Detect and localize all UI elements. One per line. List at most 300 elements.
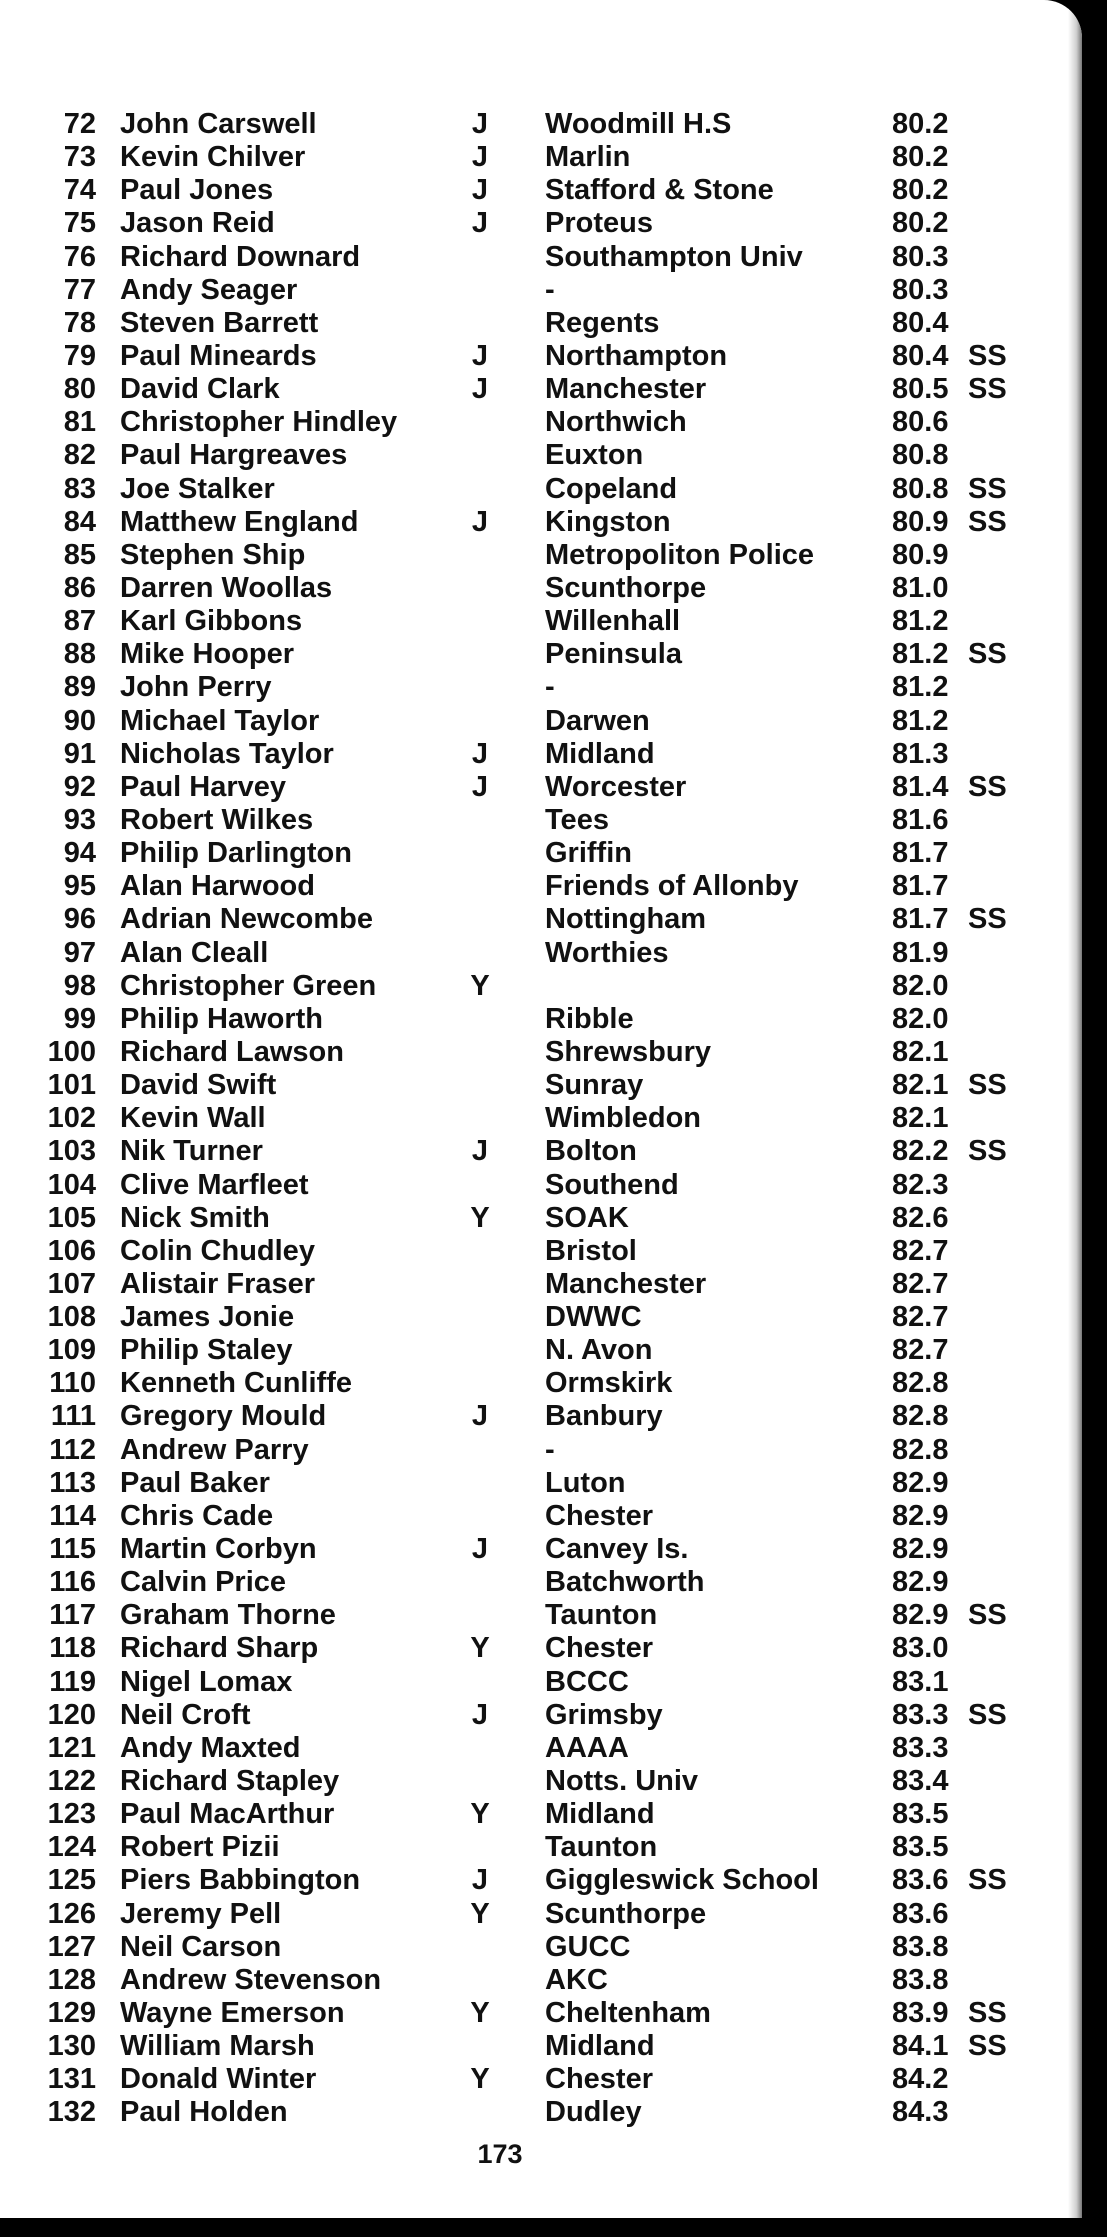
position-number: 106 [47, 1234, 96, 1267]
finish-time: 83.5 [892, 1831, 949, 1864]
runner-name: Nigel Lomax [120, 1665, 293, 1698]
result-row [0, 1367, 1060, 1400]
runner-name: Martin Corbyn [120, 1533, 317, 1566]
result-row [0, 1964, 1060, 1997]
club-name: Southampton Univ [545, 240, 803, 273]
category-letter: J [471, 1864, 489, 1897]
runner-name: Nick Smith [120, 1201, 270, 1234]
position-number: 105 [47, 1201, 96, 1234]
finish-time: 82.0 [892, 969, 949, 1002]
finish-time: 82.1 [892, 1069, 949, 1102]
position-number: 130 [47, 2030, 96, 2063]
runner-name: Matthew England [120, 505, 359, 538]
position-number: 108 [47, 1301, 96, 1334]
runner-name: Mike Hooper [120, 638, 295, 671]
result-row [0, 539, 1060, 572]
finish-time: 82.7 [892, 1234, 949, 1267]
club-name: Giggleswick School [545, 1864, 819, 1897]
runner-name: Kenneth Cunliffe [120, 1367, 352, 1400]
result-row [0, 1765, 1060, 1798]
runner-name: Nicholas Taylor [120, 737, 334, 770]
result-row [0, 771, 1060, 804]
runner-name: Adrian Newcombe [120, 903, 373, 936]
finish-time: 80.2 [892, 174, 949, 207]
club-name: - [545, 671, 555, 704]
category-letter: J [471, 207, 489, 240]
club-name: Chester [545, 2063, 653, 2096]
position-number: 82 [63, 439, 96, 472]
runner-name: Robert Wilkes [120, 803, 314, 836]
category-letter: J [471, 339, 489, 372]
finish-time: 82.3 [892, 1168, 949, 1201]
result-row [0, 174, 1060, 207]
ss-flag: SS [968, 1997, 1007, 2030]
result-row [0, 1069, 1060, 1102]
runner-name: Graham Thorne [120, 1599, 336, 1632]
club-name: Taunton [545, 1599, 658, 1632]
position-number: 99 [63, 1002, 96, 1035]
runner-name: Neil Carson [120, 1930, 282, 1963]
club-name: Tees [545, 803, 609, 836]
position-number: 77 [63, 273, 96, 306]
position-number: 85 [63, 538, 96, 571]
runner-name: Paul Mineards [120, 339, 317, 372]
position-number: 119 [49, 1665, 96, 1698]
runner-name: Nik Turner [120, 1135, 263, 1168]
result-row [0, 241, 1060, 274]
club-name: Willenhall [545, 605, 681, 638]
finish-time: 81.2 [892, 704, 949, 737]
club-name: Taunton [545, 1831, 658, 1864]
category-letter: Y [470, 1201, 490, 1234]
runner-name: Andy Maxted [120, 1731, 301, 1764]
result-row [0, 837, 1060, 870]
finish-time: 83.1 [892, 1665, 949, 1698]
runner-name: Calvin Price [120, 1566, 287, 1599]
result-row [0, 1102, 1060, 1135]
runner-name: Piers Babbington [120, 1864, 361, 1897]
runner-name: Clive Marfleet [120, 1168, 309, 1201]
result-row [0, 1798, 1060, 1831]
result-row [0, 870, 1060, 903]
result-row [0, 1301, 1060, 1334]
club-name: Scunthorpe [545, 571, 707, 604]
position-number: 118 [49, 1632, 96, 1665]
runner-name: Paul Baker [120, 1466, 270, 1499]
finish-time: 81.7 [892, 837, 949, 870]
result-row [0, 373, 1060, 406]
page-edge-shadow [1068, 0, 1082, 2218]
position-number: 116 [49, 1566, 96, 1599]
result-row [0, 473, 1060, 506]
runner-name: Colin Chudley [120, 1234, 315, 1267]
finish-time: 82.9 [892, 1533, 949, 1566]
club-name: Kingston [545, 505, 671, 538]
runner-name: Andy Seager [120, 273, 298, 306]
result-row [0, 705, 1060, 738]
category-letter: J [471, 505, 489, 538]
finish-time: 83.6 [892, 1897, 949, 1930]
result-row [0, 1732, 1060, 1765]
result-row [0, 1599, 1060, 1632]
result-row [0, 2030, 1060, 2063]
category-letter: Y [470, 2063, 490, 2096]
result-row [0, 141, 1060, 174]
position-number: 104 [47, 1168, 96, 1201]
position-number: 97 [63, 936, 96, 969]
club-name: Luton [545, 1466, 626, 1499]
position-number: 107 [47, 1267, 96, 1300]
finish-time: 80.6 [892, 406, 949, 439]
category-letter: J [471, 174, 489, 207]
finish-time: 84.3 [892, 2096, 949, 2129]
position-number: 125 [47, 1864, 96, 1897]
position-number: 93 [63, 803, 96, 836]
club-name: Batchworth [545, 1566, 705, 1599]
category-letter: Y [470, 969, 490, 1002]
result-row [0, 638, 1060, 671]
result-row [0, 1831, 1060, 1864]
runner-name: Richard Downard [120, 240, 361, 273]
club-name: Northampton [545, 339, 728, 372]
runner-name: Chris Cade [120, 1499, 274, 1532]
result-row [0, 2096, 1060, 2129]
club-name: - [545, 1433, 555, 1466]
club-name: Chester [545, 1499, 653, 1532]
finish-time: 83.3 [892, 1698, 949, 1731]
finish-time: 80.8 [892, 472, 949, 505]
club-name: Bolton [545, 1135, 637, 1168]
position-number: 129 [47, 1997, 96, 2030]
finish-time: 84.2 [892, 2063, 949, 2096]
runner-name: Paul Holden [120, 2096, 288, 2129]
position-number: 90 [63, 704, 96, 737]
finish-time: 80.2 [892, 108, 949, 140]
runner-name: Philip Haworth [120, 1002, 323, 1035]
finish-time: 81.2 [892, 638, 949, 671]
position-number: 110 [49, 1367, 96, 1400]
result-row [0, 1434, 1060, 1467]
position-number: 128 [47, 1963, 96, 1996]
ss-flag: SS [968, 2030, 1007, 2063]
runner-name: Wayne Emerson [120, 1997, 345, 2030]
result-row [0, 572, 1060, 605]
runner-name: Stephen Ship [120, 538, 306, 571]
category-letter: J [471, 1698, 489, 1731]
category-letter: J [471, 373, 489, 406]
ss-flag: SS [968, 505, 1007, 538]
runner-name: Richard Lawson [120, 1035, 344, 1068]
results-list [0, 108, 1060, 2130]
position-number: 73 [63, 141, 96, 174]
position-number: 80 [63, 373, 96, 406]
club-name: Metropoliton Police [545, 538, 815, 571]
runner-name: Alan Harwood [120, 870, 315, 903]
result-row [0, 406, 1060, 439]
club-name: Ribble [545, 1002, 634, 1035]
position-number: 79 [63, 339, 96, 372]
runner-name: Kevin Chilver [120, 141, 306, 174]
finish-time: 80.9 [892, 538, 949, 571]
result-row [0, 1268, 1060, 1301]
finish-time: 82.9 [892, 1599, 949, 1632]
runner-name: Karl Gibbons [120, 605, 303, 638]
club-name: Ormskirk [545, 1367, 673, 1400]
club-name: N. Avon [545, 1334, 653, 1367]
result-row [0, 1202, 1060, 1235]
finish-time: 82.9 [892, 1499, 949, 1532]
ss-flag: SS [968, 373, 1007, 406]
ss-flag: SS [968, 472, 1007, 505]
runner-name: John Perry [120, 671, 272, 704]
result-row [0, 439, 1060, 472]
finish-time: 81.0 [892, 571, 949, 604]
position-number: 109 [47, 1334, 96, 1367]
ss-flag: SS [968, 770, 1007, 803]
finish-time: 82.8 [892, 1433, 949, 1466]
finish-time: 80.2 [892, 141, 949, 174]
position-number: 89 [63, 671, 96, 704]
runner-name: Alan Cleall [120, 936, 269, 969]
ss-flag: SS [968, 1698, 1007, 1731]
position-number: 86 [63, 571, 96, 604]
club-name: Nottingham [545, 903, 707, 936]
club-name: Grimsby [545, 1698, 663, 1731]
runner-name: Christopher Green [120, 969, 377, 1002]
finish-time: 82.7 [892, 1301, 949, 1334]
club-name: Wimbledon [545, 1102, 702, 1135]
category-letter: J [471, 1533, 489, 1566]
result-row [0, 1400, 1060, 1433]
result-row [0, 671, 1060, 704]
club-name: Scunthorpe [545, 1897, 707, 1930]
finish-time: 82.7 [892, 1334, 949, 1367]
finish-time: 83.8 [892, 1963, 949, 1996]
position-number: 115 [49, 1533, 96, 1566]
club-name: Regents [545, 306, 660, 339]
result-row [0, 1334, 1060, 1367]
finish-time: 81.2 [892, 671, 949, 704]
finish-time: 80.9 [892, 505, 949, 538]
category-letter: J [471, 141, 489, 174]
runner-name: Andrew Stevenson [120, 1963, 382, 1996]
category-letter: J [471, 737, 489, 770]
club-name: Northwich [545, 406, 687, 439]
result-row [0, 1135, 1060, 1168]
category-letter: Y [470, 1798, 490, 1831]
result-row [0, 1036, 1060, 1069]
runner-name: Steven Barrett [120, 306, 319, 339]
result-row [0, 937, 1060, 970]
position-number: 92 [63, 770, 96, 803]
club-name: Manchester [545, 373, 707, 406]
result-row [0, 1566, 1060, 1599]
result-row [0, 1997, 1060, 2030]
runner-name: David Swift [120, 1069, 277, 1102]
finish-time: 81.7 [892, 903, 949, 936]
result-row [0, 1003, 1060, 1036]
position-number: 114 [49, 1499, 96, 1532]
finish-time: 80.2 [892, 207, 949, 240]
position-number: 94 [63, 837, 96, 870]
finish-time: 83.4 [892, 1765, 949, 1798]
position-number: 112 [49, 1433, 96, 1466]
result-row [0, 1699, 1060, 1732]
finish-time: 83.0 [892, 1632, 949, 1665]
finish-time: 82.1 [892, 1102, 949, 1135]
runner-name: Richard Stapley [120, 1765, 340, 1798]
club-name: Griffin [545, 837, 632, 870]
runner-name: Alistair Fraser [120, 1267, 316, 1300]
result-row [0, 1235, 1060, 1268]
result-row [0, 738, 1060, 771]
position-number: 121 [47, 1731, 96, 1764]
club-name: - [545, 273, 555, 306]
runner-name: Jeremy Pell [120, 1897, 282, 1930]
runner-name: William Marsh [120, 2030, 315, 2063]
position-number: 81 [63, 406, 96, 439]
club-name: Manchester [545, 1267, 707, 1300]
position-number: 72 [63, 108, 96, 140]
finish-time: 81.9 [892, 936, 949, 969]
result-row [0, 1169, 1060, 1202]
position-number: 117 [49, 1599, 96, 1632]
position-number: 120 [47, 1698, 96, 1731]
result-row [0, 307, 1060, 340]
finish-time: 82.2 [892, 1135, 949, 1168]
position-number: 127 [47, 1930, 96, 1963]
result-row [0, 274, 1060, 307]
position-number: 98 [63, 969, 96, 1002]
runner-name: Paul Hargreaves [120, 439, 348, 472]
club-name: Sunray [545, 1069, 644, 1102]
runner-name: Paul Harvey [120, 770, 287, 803]
result-row [0, 108, 1060, 141]
finish-time: 81.3 [892, 737, 949, 770]
runner-name: Gregory Mould [120, 1400, 327, 1433]
ss-flag: SS [968, 638, 1007, 671]
club-name: AKC [545, 1963, 608, 1996]
finish-time: 83.5 [892, 1798, 949, 1831]
position-number: 103 [47, 1135, 96, 1168]
category-letter: Y [470, 1997, 490, 2030]
finish-time: 81.7 [892, 870, 949, 903]
runner-name: John Carswell [120, 108, 317, 140]
runner-name: Paul MacArthur [120, 1798, 335, 1831]
club-name: Proteus [545, 207, 653, 240]
club-name: BCCC [545, 1665, 629, 1698]
finish-time: 82.6 [892, 1201, 949, 1234]
position-number: 91 [63, 737, 96, 770]
finish-time: 82.8 [892, 1367, 949, 1400]
runner-name: Richard Sharp [120, 1632, 319, 1665]
position-number: 113 [49, 1466, 96, 1499]
finish-time: 81.6 [892, 803, 949, 836]
result-row [0, 970, 1060, 1003]
club-name: Midland [545, 1798, 655, 1831]
club-name: Banbury [545, 1400, 663, 1433]
runner-name: Andrew Parry [120, 1433, 309, 1466]
position-number: 132 [47, 2096, 96, 2129]
runner-name: Jason Reid [120, 207, 275, 240]
position-number: 88 [63, 638, 96, 671]
position-number: 87 [63, 605, 96, 638]
finish-time: 81.2 [892, 605, 949, 638]
finish-time: 83.9 [892, 1997, 949, 2030]
finish-time: 83.3 [892, 1731, 949, 1764]
finish-time: 83.8 [892, 1930, 949, 1963]
position-number: 101 [47, 1069, 96, 1102]
finish-time: 80.3 [892, 273, 949, 306]
club-name: Stafford & Stone [545, 174, 774, 207]
position-number: 123 [47, 1798, 96, 1831]
category-letter: Y [470, 1632, 490, 1665]
result-row [0, 1931, 1060, 1964]
ss-flag: SS [968, 339, 1007, 372]
position-number: 83 [63, 472, 96, 505]
ss-flag: SS [968, 1069, 1007, 1102]
position-number: 76 [63, 240, 96, 273]
position-number: 124 [47, 1831, 96, 1864]
finish-time: 80.4 [892, 306, 949, 339]
club-name: Copeland [545, 472, 678, 505]
club-name: Marlin [545, 141, 631, 174]
runner-name: Robert Pizii [120, 1831, 280, 1864]
finish-time: 81.4 [892, 770, 949, 803]
category-letter: J [471, 770, 489, 803]
club-name: Midland [545, 737, 655, 770]
position-number: 75 [63, 207, 96, 240]
finish-time: 84.1 [892, 2030, 949, 2063]
result-row [0, 804, 1060, 837]
position-number: 84 [63, 505, 96, 538]
result-row [0, 1467, 1060, 1500]
result-row [0, 2063, 1060, 2096]
finish-time: 83.6 [892, 1864, 949, 1897]
club-name: Midland [545, 2030, 655, 2063]
club-name: Cheltenham [545, 1997, 711, 2030]
position-number: 74 [63, 174, 96, 207]
club-name: Woodmill H.S [545, 108, 732, 140]
club-name: Darwen [545, 704, 650, 737]
runner-name: Kevin Wall [120, 1102, 266, 1135]
result-row [0, 1533, 1060, 1566]
category-letter: Y [470, 1897, 490, 1930]
runner-name: Paul Jones [120, 174, 274, 207]
club-name: Chester [545, 1632, 653, 1665]
club-name: AAAA [545, 1731, 629, 1764]
club-name: Canvey Is. [545, 1533, 689, 1566]
ss-flag: SS [968, 903, 1007, 936]
position-number: 131 [47, 2063, 96, 2096]
finish-time: 80.3 [892, 240, 949, 273]
club-name: Peninsula [545, 638, 682, 671]
club-name: Southend [545, 1168, 679, 1201]
club-name: Shrewsbury [545, 1035, 711, 1068]
category-letter: J [471, 108, 489, 140]
runner-name: Donald Winter [120, 2063, 317, 2096]
club-name: DWWC [545, 1301, 642, 1334]
result-row [0, 1864, 1060, 1897]
result-row [0, 1666, 1060, 1699]
runner-name: Neil Croft [120, 1698, 251, 1731]
finish-time: 80.4 [892, 339, 949, 372]
ss-flag: SS [968, 1864, 1007, 1897]
runner-name: Philip Staley [120, 1334, 293, 1367]
result-row [0, 1898, 1060, 1931]
result-row [0, 207, 1060, 240]
finish-time: 82.9 [892, 1566, 949, 1599]
